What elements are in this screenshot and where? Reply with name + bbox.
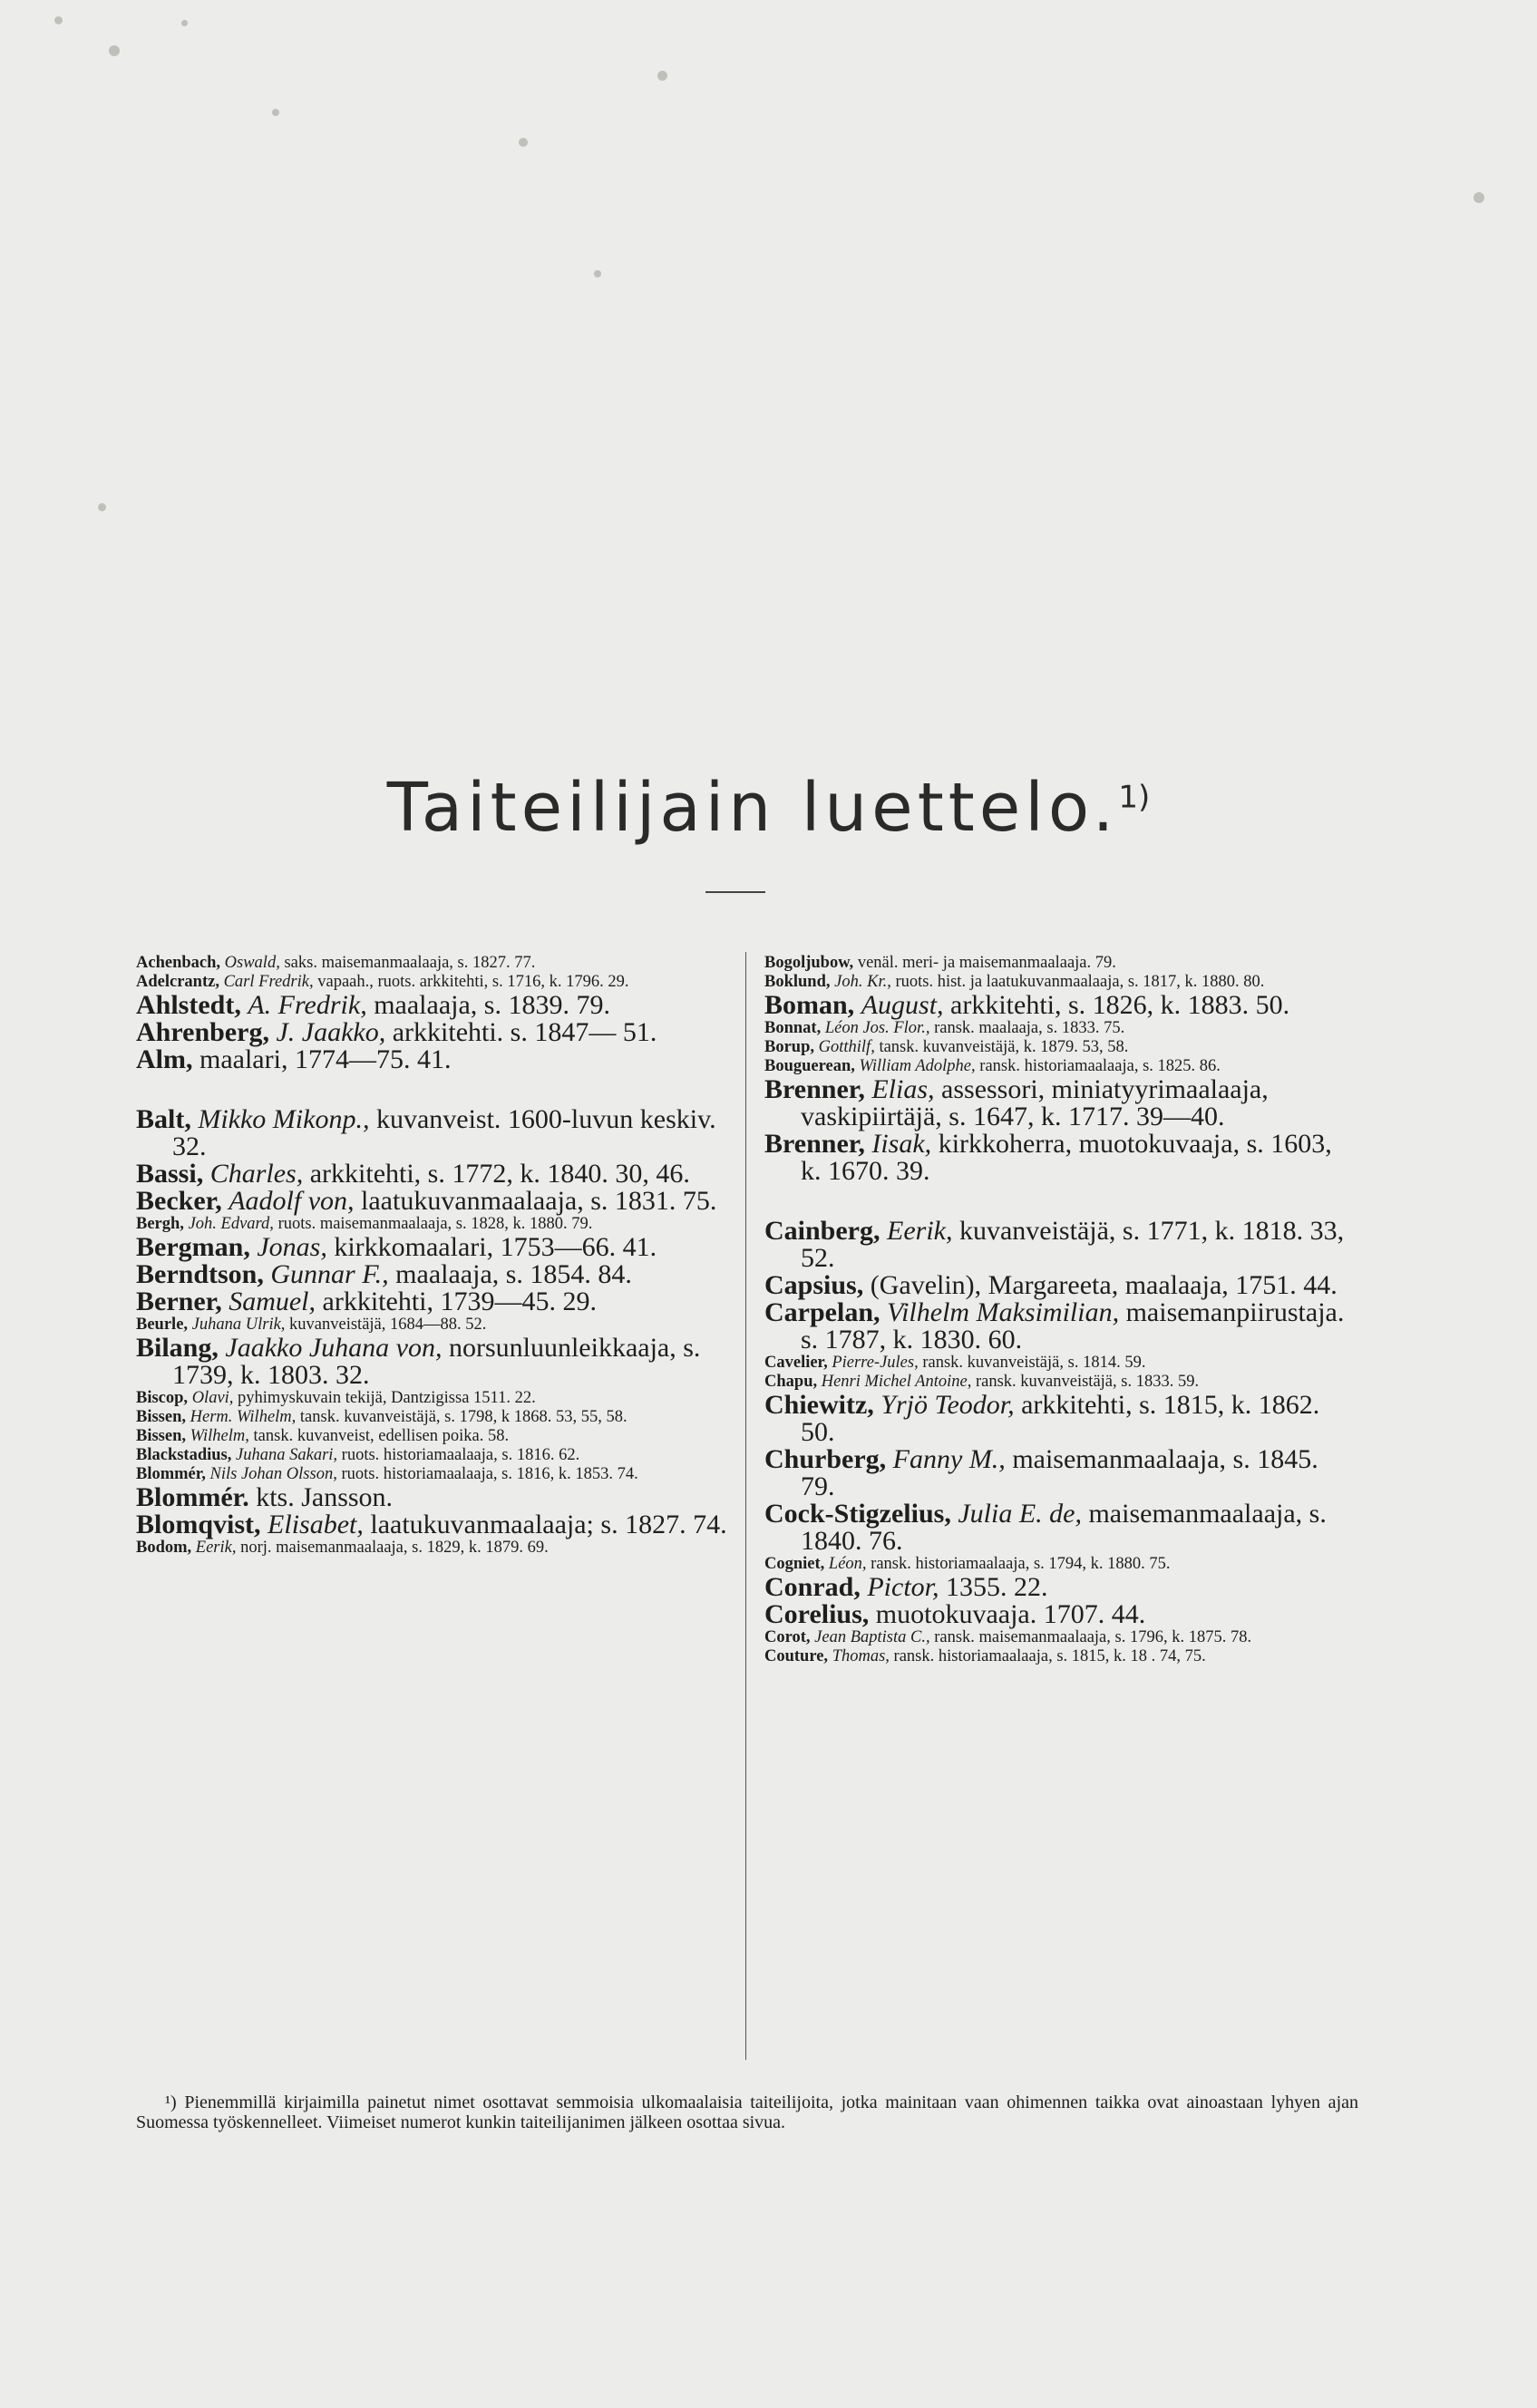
artist-entry: [764, 1628, 1358, 1647]
artist-entry: [136, 1046, 737, 1073]
artist-surname: Blommér.: [136, 1482, 249, 1512]
artist-details: ruots. hist. ja laatukuvanmaalaaja, s. 1817, k. 1880. 80.: [895, 973, 1265, 991]
artist-surname: Corot,: [764, 1628, 811, 1646]
artist-surname: Blomqvist,: [136, 1510, 261, 1539]
artist-entry: [764, 1299, 1358, 1354]
artist-surname: Corelius,: [764, 1599, 870, 1629]
artist-entry: [764, 973, 1358, 992]
artist-entry: [764, 992, 1358, 1019]
section-gap: [764, 1185, 1358, 1218]
artist-given-name: Jaakko Juhana von,: [225, 1333, 443, 1363]
artist-entry: [136, 1106, 737, 1160]
artist-details: assessori, miniatyyrimaalaaja, vaskipiirtäjä, s. 1647, k. 1717. 39—40.: [801, 1074, 1269, 1131]
column-separator: [745, 952, 746, 2060]
artist-given-name: Léon,: [828, 1555, 867, 1573]
artist-given-name: Jonas,: [257, 1232, 327, 1262]
artist-details: (Gavelin), Margareeta, maalaaja, 1751. 44.: [870, 1270, 1338, 1300]
artist-surname: Balt,: [136, 1104, 191, 1134]
artist-details: arkkitehti, s. 1826, k. 1883. 50.: [950, 990, 1290, 1020]
artist-surname: Cavelier,: [764, 1354, 828, 1372]
artist-surname: Bonnat,: [764, 1019, 822, 1037]
artist-details: tansk. kuvanveistäjä, s. 1798, k 1868. 53, 55, 58.: [299, 1408, 627, 1426]
artist-details: ruots. historiamaalaaja, s. 1816, k. 1853. 74.: [341, 1465, 638, 1483]
paper-speck: [54, 16, 63, 24]
artist-given-name: A. Fredrik,: [248, 990, 367, 1020]
artist-details: tansk. kuvanveistäjä, k. 1879. 53, 58.: [879, 1038, 1129, 1056]
artist-given-name: Juhana Sakari,: [236, 1446, 338, 1464]
artist-details: 1355. 22.: [946, 1572, 1048, 1602]
artist-details: vapaah., ruots. arkkitehti, s. 1716, k. 1796. 29.: [317, 973, 629, 991]
artist-given-name: Gunnar F.,: [270, 1259, 389, 1289]
artist-surname: Cock-Stigzelius,: [764, 1499, 951, 1529]
artist-surname: Berndtson,: [136, 1259, 264, 1289]
artist-entry: [136, 1019, 737, 1046]
paper-speck: [98, 503, 106, 511]
artist-given-name: Wilhelm,: [190, 1427, 249, 1445]
footnote-marker: 1): [1118, 779, 1151, 816]
artist-entry: [764, 1272, 1358, 1299]
artist-entry: [136, 1188, 737, 1215]
artist-surname: Boman,: [764, 990, 855, 1020]
artist-details: maalaaja, s. 1854. 84.: [395, 1259, 632, 1289]
artist-surname: Brenner,: [764, 1129, 865, 1159]
artist-details: norj. maisemanmaalaaja, s. 1829, k. 1879. 69.: [240, 1539, 549, 1557]
artist-surname: Borup,: [764, 1038, 815, 1056]
artist-entry: [764, 1574, 1358, 1601]
artist-entry: [136, 1389, 737, 1408]
artist-given-name: Iisak,: [871, 1129, 932, 1159]
artist-entry: [764, 1373, 1358, 1392]
artist-given-name: Eerik,: [195, 1539, 237, 1557]
artist-given-name: Joh. Kr.,: [834, 973, 891, 991]
artist-surname: Alm,: [136, 1044, 193, 1074]
artist-details: kts. Jansson.: [256, 1482, 394, 1512]
paper-speck: [594, 270, 601, 277]
artist-details: kuvanveistäjä, 1684—88. 52.: [289, 1316, 487, 1334]
paper-speck: [519, 138, 528, 147]
artist-details: kirkkomaalari, 1753—66. 41.: [334, 1232, 657, 1262]
artist-details: muotokuvaaja. 1707. 44.: [875, 1599, 1146, 1629]
artist-surname: Bissen,: [136, 1408, 187, 1426]
artist-surname: Carpelan,: [764, 1297, 880, 1327]
artist-details: arkkitehti, 1739—45. 29.: [322, 1287, 597, 1316]
artist-given-name: Eerik,: [887, 1216, 953, 1246]
right-column: [764, 954, 1358, 1666]
artist-entry: [136, 1539, 737, 1558]
artist-entry: [764, 1131, 1358, 1185]
artist-entry: [136, 973, 737, 992]
artist-details: norsunluunleikkaaja, s. 1739, k. 1803. 32.: [172, 1333, 701, 1390]
artist-surname: Bogoljubow,: [764, 954, 854, 972]
artist-entry: [136, 1408, 737, 1427]
artist-details: ransk. historiamaalaaja, s. 1815, k. 18 . 74, 75.: [893, 1647, 1206, 1665]
artist-entry: [136, 1234, 737, 1261]
paper-speck: [109, 45, 120, 56]
artist-given-name: Joh. Edvard,: [188, 1215, 274, 1233]
artist-surname: Adelcrantz,: [136, 973, 219, 991]
artist-details: arkkitehti, s. 1815, k. 1862. 50.: [801, 1390, 1320, 1447]
artist-surname: Bodom,: [136, 1539, 192, 1557]
artist-surname: Achenbach,: [136, 954, 221, 972]
artist-surname: Ahlstedt,: [136, 990, 241, 1020]
artist-surname: Chiewitz,: [764, 1390, 874, 1420]
title-rule: [705, 891, 765, 893]
paper-speck: [272, 109, 279, 116]
artist-details: maalari, 1774—75. 41.: [199, 1044, 452, 1074]
artist-entry: [136, 1261, 737, 1288]
artist-entry: [136, 1446, 737, 1465]
artist-given-name: Elias,: [871, 1074, 935, 1104]
artist-details: kuvanveist. 1600-luvun keskiv. 32.: [172, 1104, 716, 1161]
artist-given-name: Yrjö Teodor,: [880, 1390, 1015, 1420]
artist-entry: [764, 1019, 1358, 1038]
artist-entry: [764, 1057, 1358, 1076]
artist-given-name: Gotthilf,: [818, 1038, 875, 1056]
artist-details: laatukuvanmaalaaja, s. 1831. 75.: [361, 1186, 717, 1216]
artist-details: ransk. maalaaja, s. 1833. 75.: [934, 1019, 1125, 1037]
artist-surname: Capsius,: [764, 1270, 864, 1300]
artist-entry: [136, 954, 737, 973]
artist-surname: Bissen,: [136, 1427, 187, 1445]
artist-given-name: William Adolphe,: [859, 1057, 976, 1075]
artist-given-name: Julia E. de,: [958, 1499, 1082, 1529]
artist-surname: Blackstadius,: [136, 1446, 232, 1464]
artist-details: saks. maisemanmaalaaja, s. 1827. 77.: [284, 954, 536, 972]
artist-given-name: Charles,: [209, 1159, 304, 1189]
artist-details: arkkitehti. s. 1847— 51.: [392, 1017, 657, 1047]
artist-details: arkkitehti, s. 1772, k. 1840. 30, 46.: [309, 1159, 690, 1189]
artist-surname: Bergman,: [136, 1232, 250, 1262]
artist-surname: Becker,: [136, 1186, 222, 1216]
artist-entry: [136, 1288, 737, 1316]
artist-surname: Boklund,: [764, 973, 831, 991]
artist-entry: [764, 1076, 1358, 1131]
artist-given-name: Henri Michel Antoine,: [821, 1373, 972, 1391]
artist-entry: [136, 1511, 737, 1539]
section-gap: [136, 1073, 737, 1106]
artist-given-name: Olavi,: [191, 1389, 234, 1407]
artist-given-name: Vilhelm Maksimilian,: [887, 1297, 1120, 1327]
artist-entry: [136, 1160, 737, 1188]
artist-details: maisemanpiirustaja. s. 1787, k. 1830. 60.: [801, 1297, 1345, 1354]
page-title: [0, 769, 1537, 847]
artist-given-name: Samuel,: [229, 1287, 316, 1316]
footnote: ¹) Pienemmillä kirjaimilla painetut nimet osottavat semmoisia ulkomaalaisia taiteilijoita, jotka mainitaan vaan ohimennen taikka ovat ainoastaan lyhyen ajan Suomessa työskennelleet. Viimeiset numerot kunkin taiteilijanimen jälkeen osottaa sivua.: [136, 2092, 1358, 2132]
artist-surname: Couture,: [764, 1647, 829, 1665]
artist-entry: [136, 1215, 737, 1234]
artist-details: ransk. kuvanveistäjä, s. 1833. 59.: [975, 1373, 1200, 1391]
artist-given-name: Carl Fredrik,: [223, 973, 314, 991]
artist-entry: [764, 1555, 1358, 1574]
artist-entry: [764, 1601, 1358, 1628]
artist-given-name: Mikko Mikonp.,: [198, 1104, 370, 1134]
artist-details: maisemanmaalaaja, s. 1845. 79.: [801, 1444, 1318, 1501]
artist-given-name: Jean Baptista C.,: [814, 1628, 930, 1646]
artist-given-name: Oswald,: [224, 954, 280, 972]
artist-entry: [764, 1038, 1358, 1057]
artist-entry: [136, 1427, 737, 1446]
artist-entry: [764, 1446, 1358, 1500]
paper-speck: [657, 71, 667, 81]
artist-entry: [136, 1316, 737, 1335]
artist-details: maisemanmaalaaja, s. 1840. 76.: [801, 1499, 1327, 1556]
left-column: [136, 954, 737, 1558]
artist-surname: Conrad,: [764, 1572, 861, 1602]
artist-entry: [136, 1465, 737, 1484]
artist-surname: Churberg,: [764, 1444, 887, 1474]
artist-entry: [136, 1335, 737, 1389]
artist-surname: Bergh,: [136, 1215, 184, 1233]
artist-details: ransk. historiamaalaaja, s. 1825. 86.: [979, 1057, 1221, 1075]
artist-details: pyhimyskuvain tekijä, Dantzigissa 1511. 22.: [238, 1389, 536, 1407]
artist-given-name: Pierre-Jules,: [832, 1354, 919, 1372]
artist-given-name: Juhana Ulrik,: [191, 1316, 286, 1334]
artist-surname: Berner,: [136, 1287, 222, 1316]
artist-details: ransk. historiamaalaaja, s. 1794, k. 1880. 75.: [871, 1555, 1171, 1573]
artist-details: ransk. maisemanmaalaaja, s. 1796, k. 1875. 78.: [934, 1628, 1252, 1646]
artist-details: kuvanveistäjä, s. 1771, k. 1818. 33, 52.: [801, 1216, 1345, 1273]
artist-surname: Bouguerean,: [764, 1057, 855, 1075]
artist-details: ruots. maisemanmaalaaja, s. 1828, k. 1880. 79.: [277, 1215, 593, 1233]
artist-surname: Blommér,: [136, 1465, 206, 1483]
artist-entry: [764, 1354, 1358, 1373]
artist-details: ransk. kuvanveistäjä, s. 1814. 59.: [922, 1354, 1146, 1372]
artist-details: venäl. meri- ja maisemanmaalaaja. 79.: [857, 954, 1116, 972]
artist-details: ruots. historiamaalaaja, s. 1816. 62.: [341, 1446, 580, 1464]
artist-entry: [764, 954, 1358, 973]
artist-given-name: Elisabet,: [268, 1510, 364, 1539]
artist-surname: Bassi,: [136, 1159, 204, 1189]
artist-surname: Cogniet,: [764, 1555, 825, 1573]
artist-given-name: Herm. Wilhelm,: [190, 1408, 297, 1426]
artist-details: maalaaja, s. 1839. 79.: [374, 990, 610, 1020]
artist-entry: [764, 1392, 1358, 1446]
artist-details: kirkkoherra, muotokuvaaja, s. 1603, k. 1670. 39.: [801, 1129, 1332, 1186]
artist-details: laatukuvanmaalaaja; s. 1827. 74.: [370, 1510, 727, 1539]
artist-surname: Cainberg,: [764, 1216, 880, 1246]
artist-given-name: Fanny M.,: [892, 1444, 1006, 1474]
artist-given-name: August,: [861, 990, 944, 1020]
artist-given-name: Aadolf von,: [229, 1186, 355, 1216]
artist-given-name: J. Jaakko,: [276, 1017, 386, 1047]
artist-surname: Brenner,: [764, 1074, 865, 1104]
page-title-text: Taiteilijain luettelo.: [386, 769, 1119, 847]
artist-entry: [764, 1647, 1358, 1666]
artist-surname: Biscop,: [136, 1389, 189, 1407]
artist-surname: Beurle,: [136, 1316, 189, 1334]
artist-surname: Ahrenberg,: [136, 1017, 269, 1047]
artist-entry: [136, 1484, 737, 1511]
artist-given-name: Pictor,: [867, 1572, 939, 1602]
artist-details: tansk. kuvanveist, edellisen poika. 58.: [253, 1427, 510, 1445]
artist-surname: Chapu,: [764, 1373, 818, 1391]
artist-entry: [764, 1500, 1358, 1555]
artist-entry: [136, 992, 737, 1019]
artist-entry: [764, 1218, 1358, 1272]
artist-given-name: Léon Jos. Flor.,: [824, 1019, 930, 1037]
artist-given-name: Nils Johan Olsson,: [209, 1465, 337, 1483]
paper-speck: [181, 20, 188, 26]
artist-surname: Bilang,: [136, 1333, 219, 1363]
artist-given-name: Thomas,: [832, 1647, 890, 1665]
paper-speck: [1474, 192, 1484, 203]
